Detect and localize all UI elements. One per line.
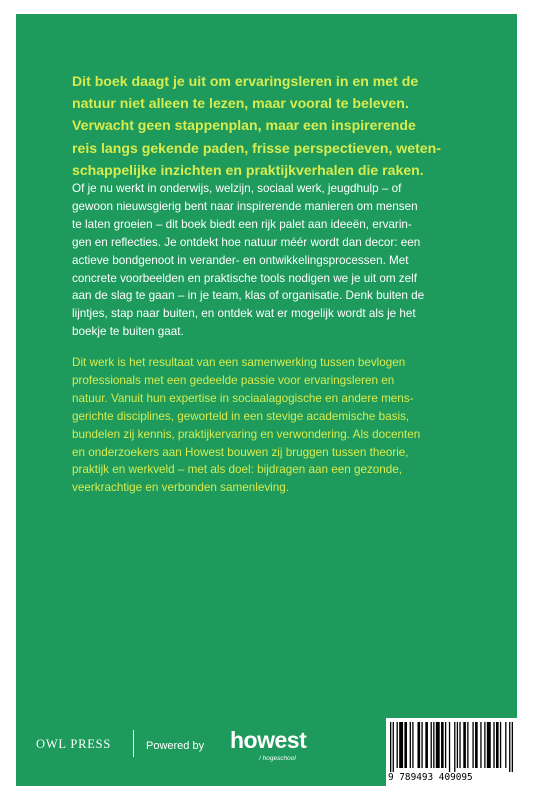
barcode-bar	[487, 722, 491, 768]
barcode-bar	[412, 722, 413, 768]
paragraph-line: bundelen zij kennis, praktijkervaring en verwondering. Als docenten	[72, 427, 421, 441]
paragraph-line: Of je nu werkt in onderwijs, welzijn, sociaal werk, jeugdhulp – of	[72, 182, 402, 195]
intro-line: natuur niet alleen te lezen, maar vooral te beleven.	[72, 95, 409, 112]
hogeschool-label: / hogeschool	[259, 755, 296, 762]
barcode-bar	[393, 722, 394, 772]
barcode-bar	[397, 722, 398, 768]
barcode-bar	[463, 722, 466, 768]
paragraph-line: gen en reflecties. Je ontdekt hoe natuur méér wordt dan decor: een	[72, 235, 421, 249]
barcode-bar	[433, 722, 434, 768]
barcode-bar	[509, 722, 510, 772]
barcode-bar	[496, 722, 499, 768]
intro-paragraph	[72, 70, 472, 181]
barcode-bar	[454, 722, 455, 772]
barcode-bar	[436, 722, 440, 768]
paragraph-line: te laten groeien – dit boek biedt een rijk palet aan ideeën, ervarin-	[72, 217, 412, 231]
barcode-bar	[399, 722, 403, 768]
barcode-bar	[457, 722, 458, 768]
barcode-bar	[480, 722, 481, 768]
barcode-bar	[459, 722, 460, 768]
intro-line: Dit boek daagt je uit om ervaringsleren in en met de	[72, 73, 419, 89]
intro-line: Verwacht geen stappenplan, maar een inspirerende	[72, 117, 416, 134]
barcode-bars	[390, 722, 513, 772]
intro-line: schappelijke inzichten en praktijkverhalen die raken.	[72, 161, 424, 178]
barcode-bar	[431, 722, 432, 768]
barcode-bar	[425, 722, 428, 768]
barcode-bar	[475, 722, 478, 768]
howest-logo: howest	[230, 727, 307, 753]
authors-paragraph	[72, 354, 476, 497]
paragraph-line: professionals met een gedeelde passie voor ervaringsleren en	[72, 373, 395, 387]
barcode-bar	[467, 722, 468, 768]
barcode-bar	[484, 722, 485, 768]
barcode-bar	[417, 722, 420, 768]
paragraph-line: boekje te buiten gaat.	[72, 325, 184, 339]
logo-divider	[133, 730, 134, 757]
paragraph-line: gewoon nieuwsgierig bent naar inspirerende manieren om mensen	[72, 199, 418, 213]
paragraph-line: veerkrachtige en verbonden samenleving.	[72, 481, 290, 495]
barcode-bar	[493, 722, 494, 768]
barcode-bar	[449, 722, 450, 772]
paragraph-line: en onderzoekers aan Howest bouwen zij bruggen tussen theorie,	[72, 445, 409, 459]
powered-by-label: Powered by	[146, 740, 205, 752]
barcode-bar	[445, 722, 446, 768]
barcode-bar	[512, 722, 513, 772]
barcode-bar	[410, 722, 411, 768]
paragraph-line: lijntjes, stap naar buiten, en ontdek wat er mogelijk wordt als je het	[72, 307, 416, 321]
barcode-bar	[404, 722, 407, 768]
isbn-number: 9 789493 409095	[388, 772, 473, 783]
barcode-bar	[390, 722, 391, 772]
back-cover	[16, 14, 517, 786]
paragraph-line: natuur. Vanuit hun expertise in sociaalagogische en andere mens-	[72, 391, 414, 405]
paragraph-line: Dit werk is het resultaat van een samenwerking tussen bevlogen	[72, 356, 406, 369]
publisher-logo: OWL PRESS	[36, 737, 112, 751]
paragraph-line: gerichte disciplines, geworteld in een stevige academische basis,	[72, 409, 410, 423]
paragraph-line: actieve bondgenoot in verander- en ontwikkelingsprocessen. Met	[72, 253, 409, 267]
paragraph-line: praktijk en werkveld – met als doel: bijdragen aan een gezonde,	[72, 463, 403, 477]
barcode-bar	[421, 722, 422, 768]
isbn-barcode	[386, 718, 517, 786]
paragraph-line: concrete voorbeelden en praktische tools nodigen we je uit om zelf	[72, 271, 417, 285]
barcode-bar	[505, 722, 506, 768]
description-paragraph	[72, 180, 476, 341]
intro-line: reis langs gekende paden, frisse perspectieven, weten-	[72, 139, 441, 156]
barcode-bar	[441, 722, 444, 768]
paragraph-line: aan de slag te gaan – in je team, klas of organisatie. Denk buiten de	[72, 289, 425, 303]
barcode-bar	[500, 722, 501, 768]
barcode-bar	[472, 722, 473, 768]
